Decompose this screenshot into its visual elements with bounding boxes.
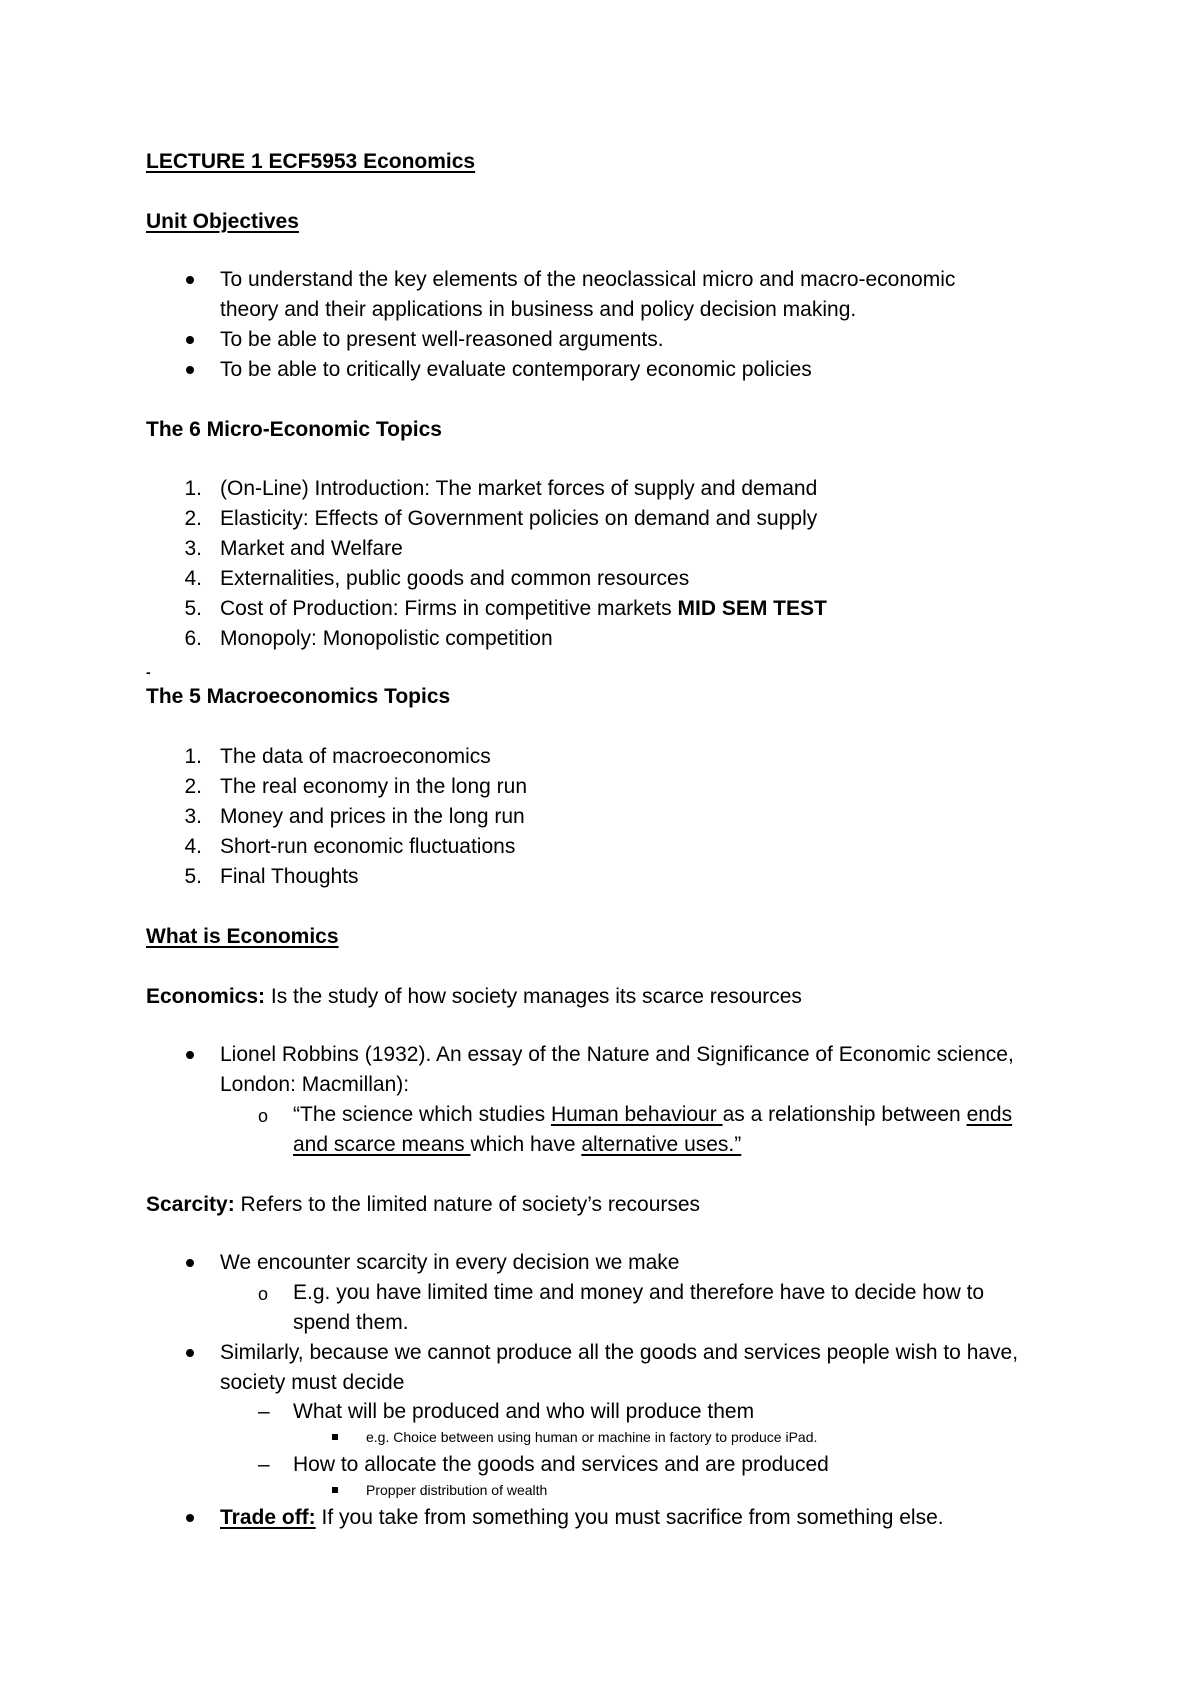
bullet-icon	[186, 1259, 194, 1267]
decision-example: e.g. Choice between using human or machine in factory to produce iPad.	[366, 1429, 818, 1445]
robbins-line-2: London: Macmillan):	[220, 1073, 410, 1096]
trade-off-text: If you take from something you must sacrifice from something else.	[315, 1506, 944, 1529]
economics-definition	[146, 985, 802, 1009]
scarcity-point-1: We encounter scarcity in every decision we make	[220, 1251, 680, 1274]
what-is-economics-heading: What is Economics	[146, 925, 339, 948]
micro-heading: The 6 Micro-Economic Topics	[146, 418, 442, 441]
scarcity-example-line-1: E.g. you have limited time and money and therefore have to decide how to	[293, 1281, 985, 1304]
quote-underlined: and scarce means	[293, 1133, 471, 1156]
scarcity-point-2-line-2: society must decide	[220, 1371, 405, 1394]
decision-allocation: How to allocate the goods and services and are produced	[293, 1453, 829, 1476]
micro-topic-5-text: Cost of Production: Firms in competitive markets	[220, 597, 672, 620]
bullet-icon	[186, 366, 194, 374]
mid-sem-test-label: MID SEM TEST	[677, 597, 827, 620]
economics-definition-text: Is the study of how society manages its scarce resources	[265, 985, 802, 1008]
bullet-icon	[186, 1514, 194, 1522]
micro-topic-4: Externalities, public goods and common resources	[220, 567, 690, 590]
quote-part: “The science which studies	[293, 1103, 551, 1126]
micro-topic-5	[220, 597, 827, 621]
scarcity-term: Scarcity:	[146, 1193, 235, 1216]
scarcity-definition	[146, 1193, 700, 1217]
list-number: 3.	[184, 805, 202, 828]
dash-bullet-icon: –	[258, 1453, 270, 1476]
quote-part: which have	[470, 1133, 582, 1156]
stray-mark: -	[146, 664, 151, 680]
macro-heading: The 5 Macroeconomics Topics	[146, 685, 451, 708]
list-number: 1.	[184, 477, 202, 500]
scarcity-definition-text: Refers to the limited nature of society’s recourses	[234, 1193, 701, 1216]
list-number: 5.	[184, 865, 202, 888]
list-number: 1.	[184, 745, 202, 768]
bullet-icon	[186, 276, 194, 284]
macro-topic-1: The data of macroeconomics	[220, 745, 491, 768]
macro-topic-5: Final Thoughts	[220, 865, 359, 888]
dash-bullet-icon: –	[258, 1400, 270, 1423]
micro-topic-2: Elasticity: Effects of Government policies on demand and supply	[220, 507, 818, 530]
bullet-icon	[186, 1051, 194, 1059]
quote-underlined: ends	[966, 1103, 1013, 1126]
square-bullet-icon	[332, 1434, 338, 1440]
objective-1-line-2: theory and their applications in business and policy decision making.	[220, 298, 857, 321]
trade-off-term: Trade off:	[220, 1506, 316, 1529]
list-number: 3.	[184, 537, 202, 560]
bullet-icon	[186, 336, 194, 344]
micro-topic-3: Market and Welfare	[220, 537, 403, 560]
economics-term: Economics:	[146, 985, 266, 1008]
list-number: 2.	[184, 775, 202, 798]
quote-part: as a relationship between	[722, 1103, 967, 1126]
micro-topic-1: (On-Line) Introduction: The market forces of supply and demand	[220, 477, 818, 500]
decision-what-produced: What will be produced and who will produce them	[293, 1400, 755, 1423]
quote-underlined: alternative uses.”	[581, 1133, 742, 1156]
trade-off-point	[220, 1506, 944, 1530]
list-number: 4.	[184, 835, 202, 858]
macro-topic-2: The real economy in the long run	[220, 775, 528, 798]
circle-bullet-icon: o	[258, 1284, 269, 1304]
page-title: LECTURE 1 ECF5953 Economics	[146, 150, 476, 173]
objective-3: To be able to critically evaluate contemporary economic policies	[220, 358, 812, 381]
circle-bullet-icon: o	[258, 1106, 269, 1126]
bullet-icon	[186, 1349, 194, 1357]
objective-1-line-1: To understand the key elements of the neoclassical micro and macro-economic	[220, 268, 956, 291]
scarcity-example-line-2: spend them.	[293, 1311, 409, 1334]
allocation-example: Propper distribution of wealth	[366, 1482, 548, 1498]
objective-2: To be able to present well-reasoned arguments.	[220, 328, 664, 351]
robbins-quote-line-2	[293, 1133, 741, 1157]
micro-topic-6: Monopoly: Monopolistic competition	[220, 627, 553, 650]
quote-underlined: Human behaviour	[550, 1103, 723, 1126]
list-number: 5.	[184, 597, 202, 620]
square-bullet-icon	[332, 1487, 338, 1493]
list-number: 6.	[184, 627, 202, 650]
list-number: 4.	[184, 567, 202, 590]
robbins-line-1: Lionel Robbins (1932). An essay of the Nature and Significance of Economic science,	[220, 1043, 1014, 1066]
macro-topic-4: Short-run economic fluctuations	[220, 835, 516, 858]
unit-objectives-heading: Unit Objectives	[146, 210, 299, 233]
macro-topic-3: Money and prices in the long run	[220, 805, 525, 828]
list-number: 2.	[184, 507, 202, 530]
scarcity-point-2-line-1: Similarly, because we cannot produce all the goods and services people wish to have,	[220, 1341, 1019, 1364]
robbins-quote-line-1	[293, 1103, 1012, 1127]
